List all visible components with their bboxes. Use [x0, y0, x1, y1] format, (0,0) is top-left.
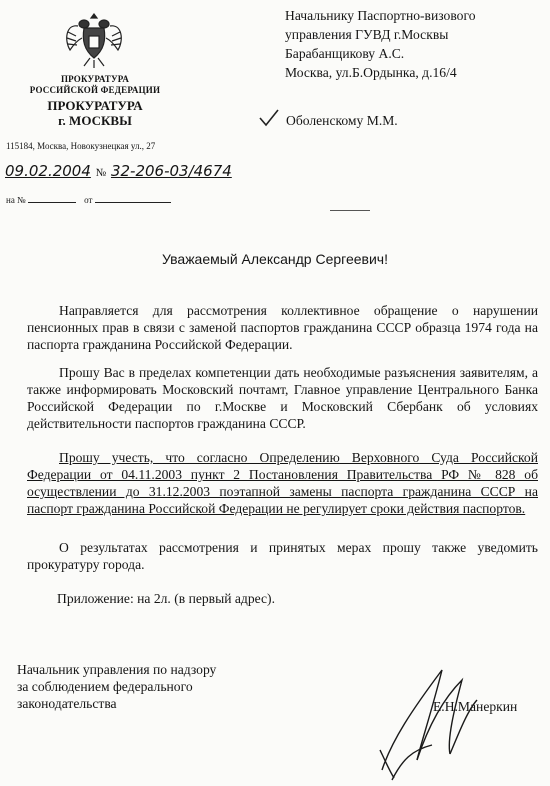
salutation: Уважаемый Александр Сергеевич!: [162, 251, 388, 267]
recipient-line: Начальнику Паспортно-визового: [285, 8, 476, 23]
signatory-title-line: законодательства: [17, 696, 117, 711]
ref-number-label: на №: [6, 195, 26, 205]
signatory-title-line: за соблюдением федерального: [17, 679, 193, 694]
check-mark-icon: [258, 108, 280, 128]
recipient-line: Барабанщикову А.С.: [285, 46, 405, 61]
handwritten-signature: [372, 650, 492, 786]
signatory-title: [17, 661, 216, 712]
prosecutor-general-header: [10, 74, 180, 96]
signatory-title-line: Начальник управления по надзору: [17, 662, 217, 677]
signatory-name: Е.Н.Манеркин: [433, 699, 518, 714]
org-line-2: РОССИЙСКОЙ ФЕДЕРАЦИИ: [29, 85, 161, 95]
body-paragraph-3: Прошу учесть, что согласно Определению Верховного Суда Российской Федерации от 04.11.2003 пункт 2 Постановления Правительства РФ № 828 об осуществлении до 31.12.2003 поэтапной замены паспорта гражданина СССР на паспорт гражданина Российской Федерации не регулирует сроки действия паспортов.: [27, 450, 538, 516]
office-line-1: ПРОКУРАТУРА: [47, 98, 143, 113]
attachment-note: Приложение: на 2л. (в первый адрес).: [57, 591, 275, 606]
number-sign: №: [95, 167, 107, 179]
body-paragraph-4: О результатах рассмотрения и принятых мерах прошу также уведомить прокуратуру города.: [27, 540, 538, 572]
body-paragraph-2: Прошу Вас в пределах компетенции дать необходимые разъяснения заявителям, а также информировать Московский почтамт, Главное управление Центрального Банка Российской Федерации по г.Москве и Московский Сбербанк об условиях действительности паспортов гражданина СССР.: [27, 365, 538, 431]
body-paragraph-1: Направляется для рассмотрения коллективное обращение о нарушении пенсионных прав в связи с заменой паспортов гражданина СССР образца 1974 года на паспорта гражданина Российской Федерации.: [27, 303, 538, 352]
registration-number: 32-206-03/4674: [110, 162, 232, 180]
registration-date: 09.02.2004: [5, 162, 91, 180]
org-line-1: ПРОКУРАТУРА: [60, 74, 130, 84]
ref-date-label: от: [84, 195, 93, 205]
ref-number-blank: [28, 202, 76, 203]
coat-of-arms-emblem-icon: [60, 10, 128, 72]
stray-mark: [330, 206, 370, 211]
registration-line: [5, 162, 232, 180]
sender-address: 115184, Москва, Новокузнецкая ул., 27: [6, 141, 156, 151]
ref-date-blank: [95, 202, 171, 203]
recipient-block: [285, 6, 476, 82]
cc-recipient: Оболенскому М.М.: [286, 113, 398, 128]
recipient-line: Москва, ул.Б.Ордынка, д.16/4: [285, 65, 457, 80]
reference-line: [6, 195, 171, 205]
recipient-line: управления ГУВД г.Москвы: [285, 27, 449, 42]
office-line-2: г. МОСКВЫ: [58, 113, 132, 128]
moscow-prosecutor-header: [10, 98, 180, 128]
